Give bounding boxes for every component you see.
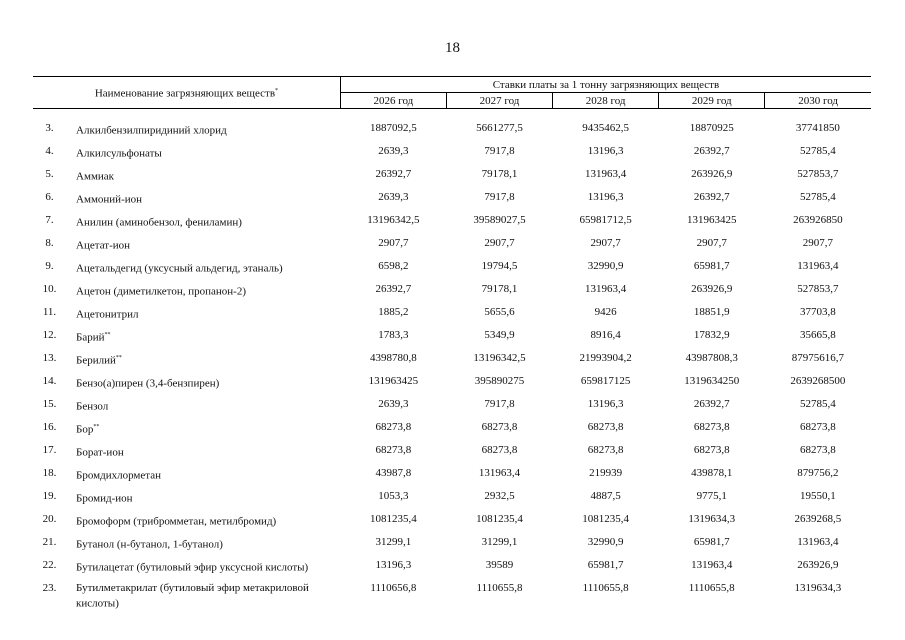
rate-value: 68273,8 — [481, 444, 518, 456]
substance-name: Бутилметакрилат (бутиловый эфир метакриловой кислоты) — [76, 582, 309, 610]
rate-value: 26392,7 — [693, 191, 730, 203]
substance-name-cell — [76, 533, 340, 556]
rate-value: 527853,7 — [797, 283, 839, 295]
footnote-mark: ** — [104, 332, 111, 338]
substance-name-cell — [76, 119, 340, 142]
table-row — [33, 257, 871, 280]
rate-value: 131963,4 — [584, 168, 627, 180]
table-row — [33, 418, 871, 441]
rate-value: 4398780,8 — [370, 352, 417, 364]
row-number: 9. — [45, 260, 54, 272]
name-column-header — [33, 77, 340, 109]
substance-name: Аммиак — [76, 170, 115, 183]
rate-value: 439878,1 — [691, 467, 733, 479]
rate-value: 2639,3 — [378, 191, 409, 203]
rate-value: 31299,1 — [481, 536, 518, 548]
row-number: 22. — [42, 559, 57, 571]
substance-name-cell — [76, 441, 340, 464]
row-number: 7. — [45, 214, 54, 226]
rate-value: 1319634,3 — [688, 513, 736, 525]
rate-value: 263926,9 — [691, 283, 733, 295]
rate-value: 52785,4 — [800, 191, 836, 203]
rate-value: 9775,1 — [696, 490, 727, 502]
substance-name: Борат-ион — [76, 446, 124, 459]
rate-value: 2907,7 — [802, 237, 834, 249]
name-header-footnote-mark: * — [275, 88, 279, 95]
substance-name: Берилий — [76, 354, 116, 367]
rate-value: 35665,8 — [800, 329, 836, 341]
rate-value: 1319634250 — [684, 375, 740, 387]
rate-value: 1110655,8 — [688, 582, 735, 594]
rate-value: 43987,8 — [375, 467, 412, 479]
substance-name-cell — [76, 487, 340, 510]
table-row — [33, 142, 871, 165]
substance-name: Бутанол (н-бутанол, 1-бутанол) — [76, 538, 223, 551]
rate-value: 659817125 — [580, 375, 631, 387]
year-header: 2026 год — [340, 93, 446, 109]
substance-name: Бензо(а)пирен (3,4-бензпирен) — [76, 377, 220, 390]
substance-name: Анилин (аминобензол, фениламин) — [76, 216, 242, 229]
rate-value: 52785,4 — [800, 145, 836, 157]
rate-value: 263926,9 — [691, 168, 733, 180]
rate-value: 39589027,5 — [473, 214, 526, 226]
rate-value: 39589 — [485, 559, 514, 571]
rate-value: 9426 — [594, 306, 617, 318]
rate-value: 5655,6 — [484, 306, 515, 318]
rate-value: 87975616,7 — [791, 352, 845, 364]
substance-name: Алкилбензилпиридиний хлорид — [76, 124, 227, 137]
rate-value: 131963,4 — [797, 260, 839, 272]
substance-name-cell — [76, 165, 340, 188]
rate-value: 2639268500 — [790, 375, 846, 387]
row-number: 12. — [42, 329, 57, 341]
rate-value: 9435462,5 — [582, 122, 629, 134]
year-header: 2028 год — [553, 93, 659, 109]
rate-value: 68273,8 — [800, 421, 836, 433]
table-spacer-row — [33, 109, 871, 120]
table-row — [33, 395, 871, 418]
rate-value: 65981,7 — [693, 536, 730, 548]
footnote-mark: ** — [115, 355, 122, 361]
table-row — [33, 510, 871, 533]
substance-name-cell — [76, 556, 340, 579]
table-row — [33, 303, 871, 326]
rate-value: 68273,8 — [587, 421, 624, 433]
table-row — [33, 119, 871, 142]
rates-group-header: Ставки платы за 1 тонну загрязняющих веществ — [340, 77, 871, 93]
rate-value: 1887092,5 — [370, 122, 417, 134]
rate-value: 79178,1 — [481, 168, 518, 180]
row-number: 14. — [42, 375, 57, 387]
rate-value: 1081235,4 — [370, 513, 417, 525]
substance-name-cell — [76, 142, 340, 165]
substance-name-cell — [76, 372, 340, 395]
substance-name-cell — [76, 188, 340, 211]
table-header — [33, 77, 871, 109]
rate-value: 19794,5 — [481, 260, 518, 272]
rate-value: 7917,8 — [484, 191, 515, 203]
year-header: 2027 год — [446, 93, 552, 109]
rate-value: 13196,3 — [587, 191, 624, 203]
substance-name: Бромоформ (трибромметан, метилбромид) — [76, 515, 277, 528]
rate-value: 13196,3 — [375, 559, 412, 571]
row-number: 21. — [42, 536, 57, 548]
row-number: 19. — [42, 490, 57, 502]
table-row — [33, 188, 871, 211]
substance-name-cell — [76, 418, 340, 441]
rate-value: 2907,7 — [484, 237, 515, 249]
name-header-text: Наименование загрязняющих веществ — [94, 87, 276, 100]
rate-value: 131963,4 — [691, 559, 733, 571]
table-row — [33, 349, 871, 372]
rate-value: 43987808,3 — [685, 352, 738, 364]
table-row — [33, 441, 871, 464]
row-number: 16. — [42, 421, 57, 433]
substance-name: Аммоний-ион — [76, 193, 143, 206]
rate-value: 8916,4 — [590, 329, 621, 341]
rate-value: 131963425 — [368, 375, 419, 387]
rate-value: 879756,2 — [797, 467, 839, 479]
rate-value: 1110656,8 — [370, 582, 417, 594]
table-row — [33, 533, 871, 556]
rate-value: 5349,9 — [484, 329, 515, 341]
rate-value: 18870925 — [689, 122, 734, 134]
pollutant-rates-table — [33, 76, 871, 611]
substance-name: Бромдихлорметан — [76, 469, 161, 482]
substance-name-cell — [76, 280, 340, 303]
rate-value: 2907,7 — [378, 237, 409, 249]
substance-name: Бутилацетат (бутиловый эфир уксусной кислоты) — [76, 561, 309, 574]
rate-value: 79178,1 — [481, 283, 518, 295]
substance-name-cell — [76, 349, 340, 372]
rate-value: 13196,3 — [587, 145, 624, 157]
rate-value: 2639,3 — [378, 398, 409, 410]
substance-name-cell — [76, 326, 340, 349]
substance-name: Ацетонитрил — [76, 308, 139, 321]
rate-value: 13196342,5 — [367, 214, 420, 226]
row-number: 8. — [45, 237, 54, 249]
substance-name-cell — [76, 234, 340, 257]
rate-value: 26392,7 — [693, 145, 730, 157]
row-number: 4. — [45, 145, 54, 157]
table-row — [33, 211, 871, 234]
rate-value: 65981712,5 — [579, 214, 632, 226]
rate-value: 68273,8 — [800, 444, 836, 456]
substance-name: Ацетальдегид (уксусный альдегид, этаналь) — [76, 262, 283, 275]
year-header: 2029 год — [659, 93, 765, 109]
row-number: 18. — [42, 467, 57, 479]
table-row — [33, 280, 871, 303]
substance-name: Бензол — [76, 400, 109, 413]
rate-value: 13196,3 — [587, 398, 624, 410]
rate-value: 131963,4 — [584, 283, 627, 295]
rate-value: 2932,5 — [484, 490, 515, 502]
rate-value: 68273,8 — [587, 444, 624, 456]
rate-value: 18851,9 — [693, 306, 730, 318]
rate-value: 68273,8 — [375, 444, 412, 456]
rate-value: 17832,9 — [693, 329, 730, 341]
rate-value: 2639,3 — [378, 145, 409, 157]
substance-name-cell — [76, 579, 340, 611]
rate-value: 2907,7 — [696, 237, 727, 249]
substance-name-cell — [76, 211, 340, 234]
rate-value: 1110655,8 — [476, 582, 523, 594]
rate-value: 263926850 — [793, 214, 843, 226]
rate-value: 131963,4 — [478, 467, 521, 479]
table-row — [33, 579, 871, 611]
row-number: 17. — [42, 444, 57, 456]
table-row — [33, 326, 871, 349]
substance-name: Ацетон (диметилкетон, пропанон-2) — [76, 285, 246, 298]
rate-value: 26392,7 — [375, 283, 412, 295]
table-row — [33, 556, 871, 579]
rate-value: 32990,9 — [587, 260, 624, 272]
row-number: 3. — [45, 122, 54, 134]
rate-value: 68273,8 — [375, 421, 412, 433]
rate-value: 1081235,4 — [476, 513, 523, 525]
rate-value: 6598,2 — [378, 260, 409, 272]
rate-value: 219939 — [589, 467, 623, 479]
substance-name: Барий — [76, 331, 105, 344]
year-header: 2030 год — [765, 93, 871, 109]
substance-name-cell — [76, 303, 340, 326]
rate-value: 68273,8 — [693, 444, 730, 456]
rate-value: 68273,8 — [481, 421, 518, 433]
table-row — [33, 234, 871, 257]
rate-value: 52785,4 — [800, 398, 836, 410]
table-row — [33, 372, 871, 395]
rate-value: 21993904,2 — [579, 352, 632, 364]
rate-value: 395890275 — [474, 375, 525, 387]
substance-name: Ацетат-ион — [76, 239, 131, 252]
row-number: 15. — [42, 398, 57, 410]
table-body — [33, 109, 871, 611]
substance-name: Бор — [76, 423, 94, 436]
row-number: 20. — [42, 513, 57, 525]
page-number: 18 — [445, 40, 460, 56]
substance-name: Алкилсульфонаты — [76, 147, 162, 160]
row-number: 11. — [42, 306, 57, 318]
rate-value: 13196342,5 — [473, 352, 526, 364]
rate-value: 1783,3 — [378, 329, 409, 341]
substance-name-cell — [76, 257, 340, 280]
rate-value: 65981,7 — [693, 260, 730, 272]
rate-value: 1053,3 — [378, 490, 409, 502]
rate-value: 7917,8 — [484, 398, 515, 410]
rate-value: 5661277,5 — [476, 122, 523, 134]
rate-value: 131963425 — [686, 214, 737, 226]
rate-value: 65981,7 — [587, 559, 624, 571]
rate-value: 1081235,4 — [582, 513, 629, 525]
table-row — [33, 487, 871, 510]
rate-value: 4887,5 — [590, 490, 621, 502]
rate-value: 19550,1 — [800, 490, 836, 502]
substance-name-cell — [76, 395, 340, 418]
rate-value: 68273,8 — [693, 421, 730, 433]
row-number: 5. — [45, 168, 54, 180]
table-row — [33, 464, 871, 487]
rate-value: 37741850 — [795, 122, 840, 134]
rate-value: 1885,2 — [378, 306, 409, 318]
rate-value: 31299,1 — [375, 536, 412, 548]
rate-value: 2907,7 — [590, 237, 621, 249]
rate-value: 26392,7 — [693, 398, 730, 410]
rate-value: 2639268,5 — [794, 513, 842, 525]
substance-name: Бромид-ион — [76, 492, 133, 505]
substance-name-cell — [76, 464, 340, 487]
row-number: 23. — [42, 582, 57, 594]
rate-value: 37703,8 — [800, 306, 836, 318]
rate-value: 131963,4 — [797, 536, 839, 548]
rate-value: 7917,8 — [484, 145, 515, 157]
table-row — [33, 165, 871, 188]
substance-name-cell — [76, 510, 340, 533]
rate-value: 1110655,8 — [582, 582, 629, 594]
rate-value: 32990,9 — [587, 536, 624, 548]
row-number: 13. — [42, 352, 57, 364]
footnote-mark: ** — [93, 424, 100, 430]
rate-value: 263926,9 — [797, 559, 839, 571]
row-number: 10. — [42, 283, 57, 295]
rate-value: 1319634,3 — [794, 582, 842, 594]
rate-value: 26392,7 — [375, 168, 412, 180]
row-number: 6. — [45, 191, 54, 203]
rate-value: 527853,7 — [797, 168, 839, 180]
